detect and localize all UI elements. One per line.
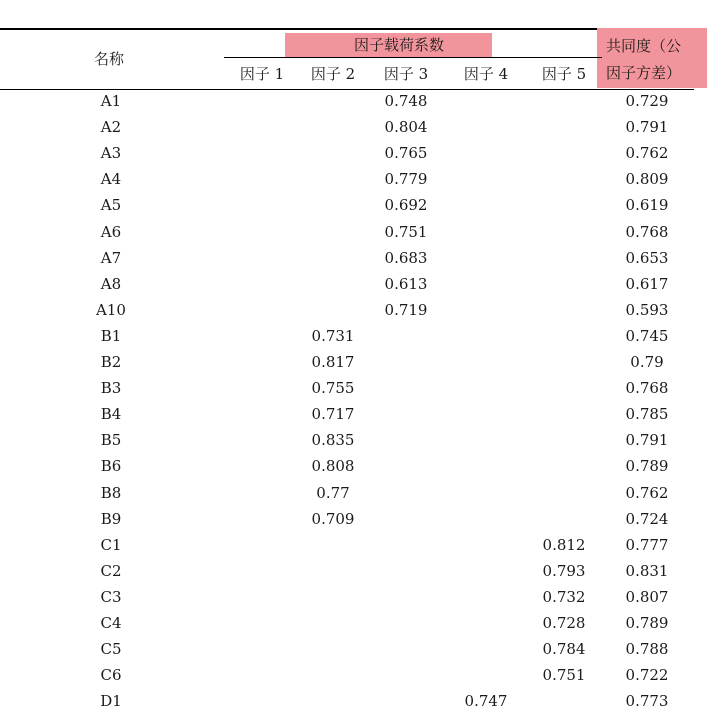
row-name: C4	[100, 614, 122, 632]
row-name: A8	[100, 275, 122, 293]
header-communality-line2: 因子方差）	[606, 64, 682, 82]
row-name: B9	[100, 510, 122, 528]
factor-group-underline	[224, 57, 602, 58]
row-name: A2	[100, 118, 122, 136]
loading-cell-factor-2: 0.835	[311, 431, 355, 449]
row-name: B5	[100, 431, 122, 449]
communality-cell: 0.831	[625, 562, 669, 580]
header-bottom-rule	[0, 89, 694, 90]
row-name: A4	[100, 170, 122, 188]
loading-cell-factor-5: 0.784	[542, 640, 586, 658]
communality-cell: 0.785	[625, 405, 669, 423]
loading-cell-factor-3: 0.683	[384, 249, 428, 267]
row-name: B3	[100, 379, 122, 397]
loading-cell-factor-3: 0.804	[384, 118, 428, 136]
header-factor-5: 因子 5	[541, 65, 587, 83]
loading-cell-factor-2: 0.717	[311, 405, 355, 423]
communality-cell: 0.593	[625, 301, 669, 319]
loading-cell-factor-3: 0.751	[384, 223, 428, 241]
header-factor-4: 因子 4	[463, 65, 509, 83]
loading-cell-factor-3: 0.692	[384, 196, 428, 214]
loading-cell-factor-4: 0.747	[464, 692, 508, 710]
communality-cell: 0.729	[625, 92, 669, 110]
loading-cell-factor-5: 0.812	[542, 536, 586, 554]
communality-cell: 0.768	[625, 223, 669, 241]
row-name: D1	[100, 692, 122, 710]
communality-cell: 0.809	[625, 170, 669, 188]
communality-cell: 0.777	[625, 536, 669, 554]
loading-cell-factor-2: 0.808	[311, 457, 355, 475]
header-factor-3: 因子 3	[383, 65, 429, 83]
communality-cell: 0.807	[625, 588, 669, 606]
row-name: A1	[100, 92, 122, 110]
communality-cell: 0.773	[625, 692, 669, 710]
row-name: C3	[100, 588, 122, 606]
communality-cell: 0.791	[625, 118, 669, 136]
loading-cell-factor-2: 0.817	[311, 353, 355, 371]
row-name: C5	[100, 640, 122, 658]
row-name: B8	[100, 484, 122, 502]
communality-cell: 0.745	[625, 327, 669, 345]
row-name: A5	[100, 196, 122, 214]
loading-cell-factor-2: 0.731	[311, 327, 355, 345]
communality-cell: 0.762	[625, 484, 669, 502]
communality-cell: 0.617	[625, 275, 669, 293]
communality-cell: 0.768	[625, 379, 669, 397]
header-communality-line1: 共同度（公	[606, 37, 682, 55]
loading-cell-factor-3: 0.719	[384, 301, 428, 319]
row-name: B1	[100, 327, 122, 345]
loading-cell-factor-2: 0.755	[311, 379, 355, 397]
communality-cell: 0.722	[625, 666, 669, 684]
communality-cell: 0.653	[625, 249, 669, 267]
row-name: C6	[100, 666, 122, 684]
row-name: C2	[100, 562, 122, 580]
row-name: A7	[100, 249, 122, 267]
communality-cell: 0.789	[625, 614, 669, 632]
header-factor-1: 因子 1	[239, 65, 285, 83]
communality-cell: 0.791	[625, 431, 669, 449]
table-top-rule	[0, 28, 694, 30]
loading-cell-factor-5: 0.751	[542, 666, 586, 684]
communality-cell: 0.619	[625, 196, 669, 214]
communality-cell: 0.762	[625, 144, 669, 162]
header-factor-group: 因子载荷系数	[354, 36, 445, 54]
loading-cell-factor-5: 0.793	[542, 562, 586, 580]
loading-cell-factor-3: 0.748	[384, 92, 428, 110]
row-name: A3	[100, 144, 122, 162]
row-name: A10	[96, 301, 126, 319]
row-name: A6	[100, 223, 122, 241]
row-name: B4	[100, 405, 122, 423]
header-name: 名称	[94, 50, 125, 68]
loading-cell-factor-3: 0.613	[384, 275, 428, 293]
loading-cell-factor-2: 0.709	[311, 510, 355, 528]
row-name: C1	[100, 536, 122, 554]
communality-cell: 0.788	[625, 640, 669, 658]
communality-cell: 0.724	[625, 510, 669, 528]
loading-cell-factor-5: 0.732	[542, 588, 586, 606]
loading-cell-factor-5: 0.728	[542, 614, 586, 632]
loading-cell-factor-2: 0.77	[316, 484, 350, 502]
loading-cell-factor-3: 0.765	[384, 144, 428, 162]
communality-cell: 0.79	[630, 353, 664, 371]
communality-cell: 0.789	[625, 457, 669, 475]
row-name: B2	[100, 353, 122, 371]
loading-cell-factor-3: 0.779	[384, 170, 428, 188]
row-name: B6	[100, 457, 122, 475]
header-factor-2: 因子 2	[310, 65, 356, 83]
